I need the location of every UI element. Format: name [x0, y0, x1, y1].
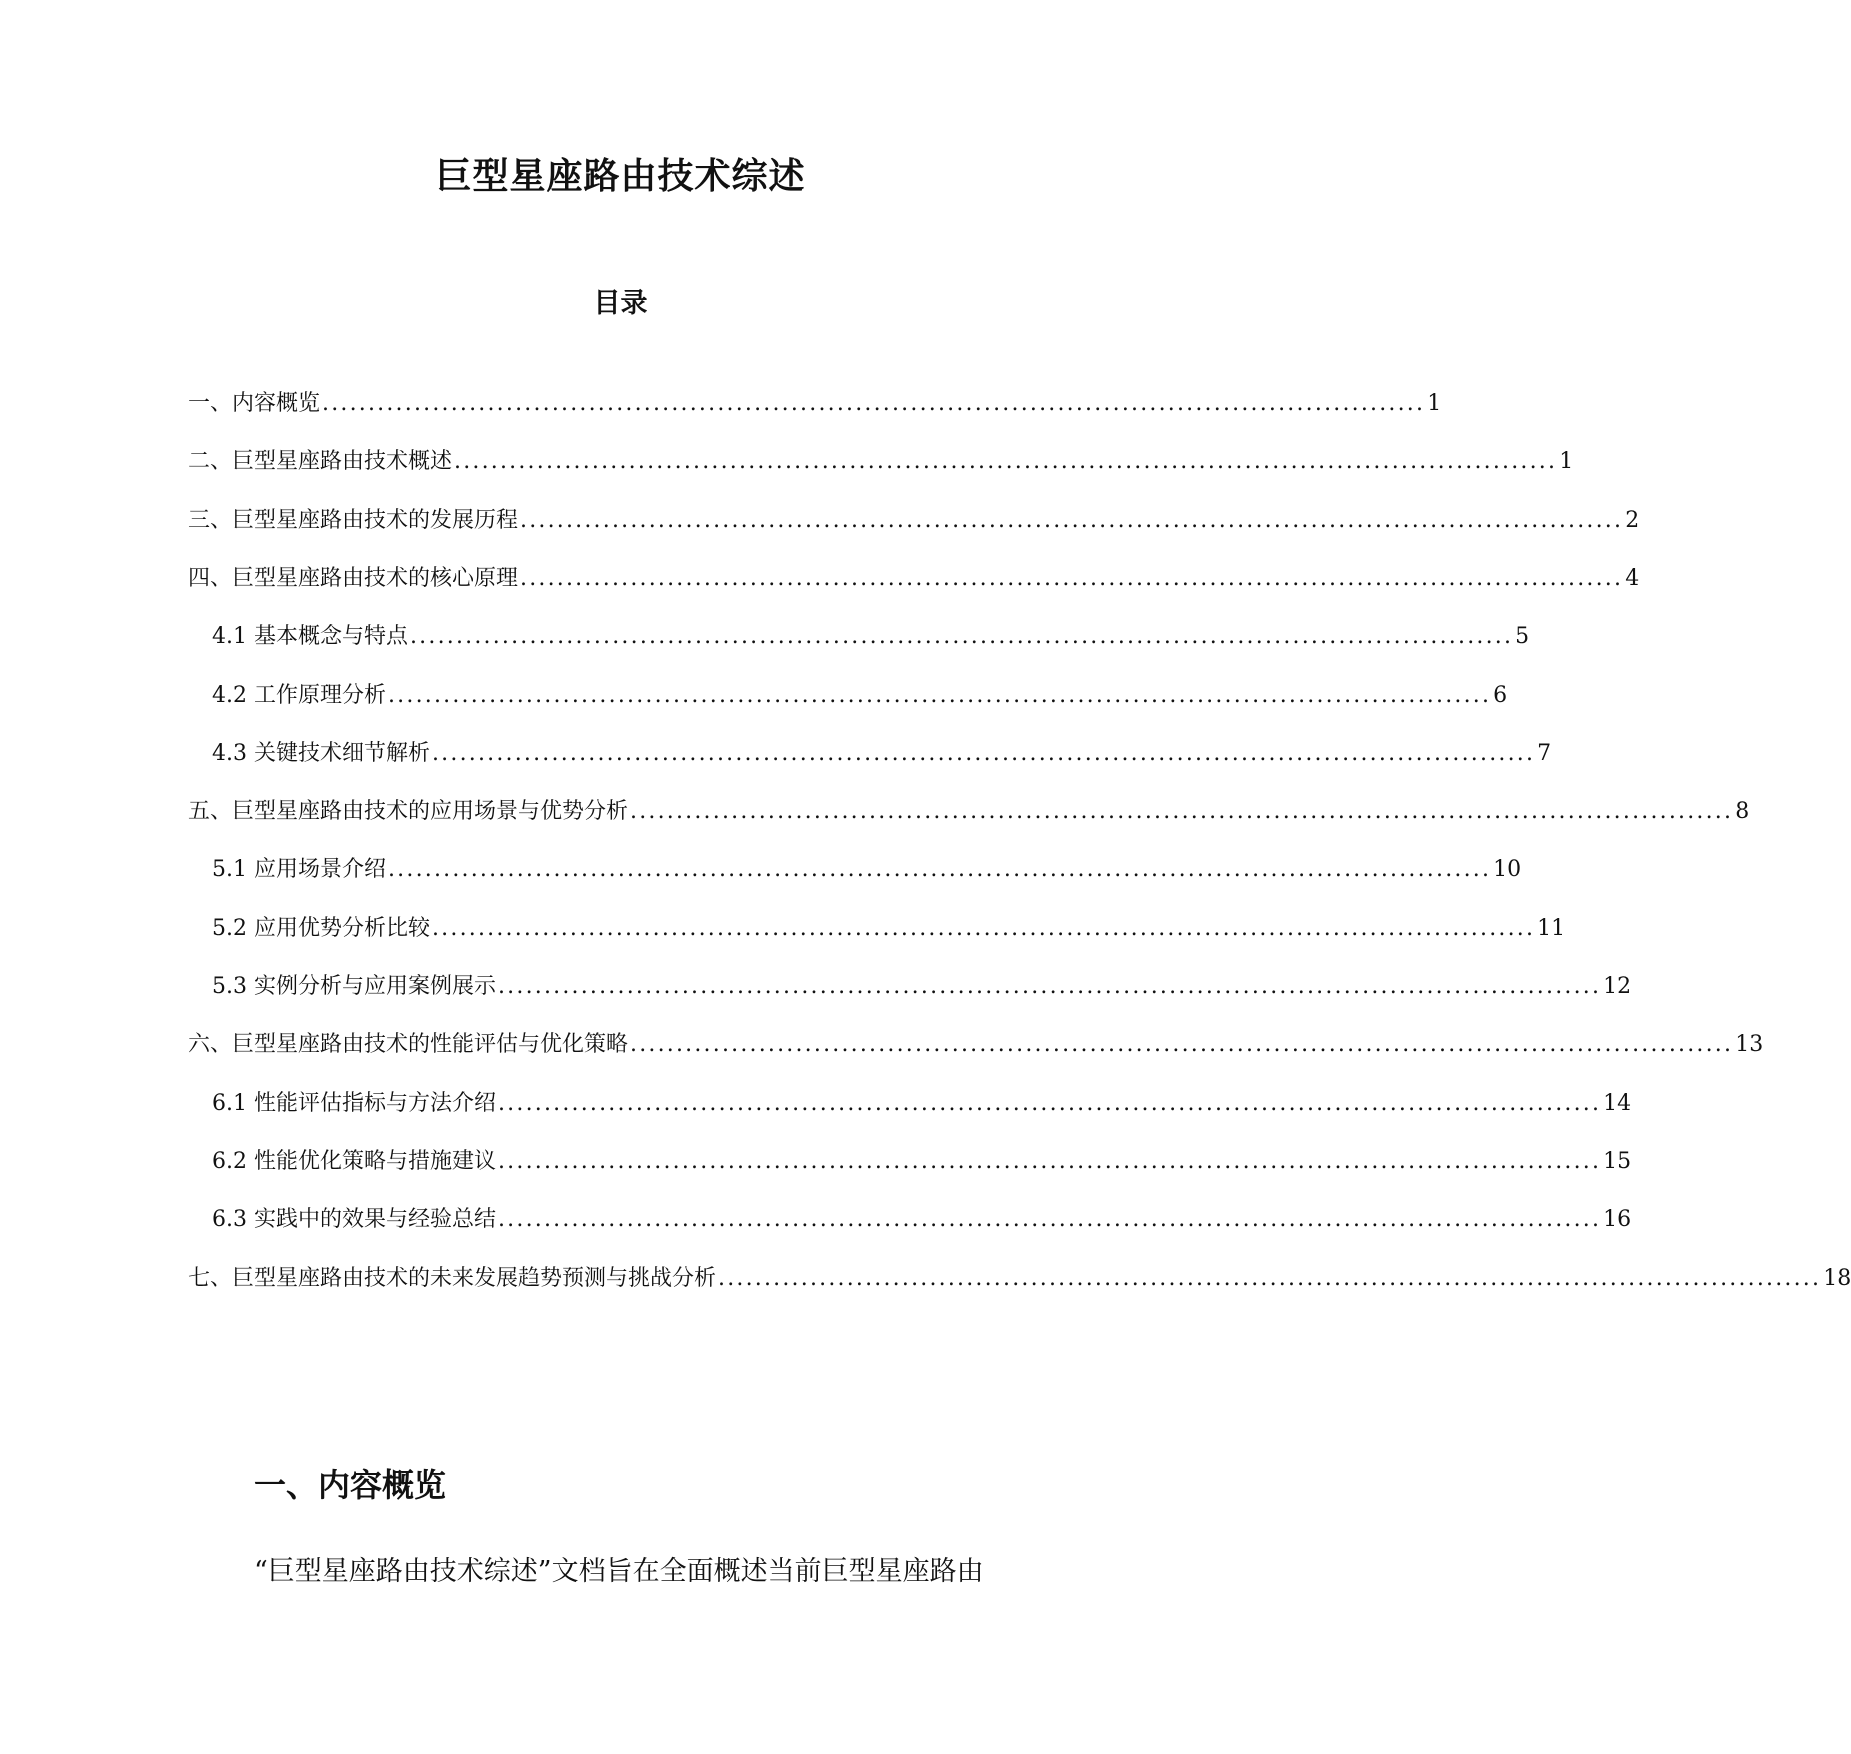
toc-entry-page-number: 1: [1427, 391, 1442, 416]
toc-entry[interactable]: [188, 1260, 1851, 1294]
toc-entry[interactable]: [188, 793, 1750, 827]
toc-entry-page-number: 2: [1625, 508, 1640, 533]
toc-entry-page-number: 1: [1559, 449, 1574, 474]
toc-dot-leader: ........................................................................................................................: [322, 391, 1426, 416]
toc-entry-label: 6.2 性能优化策略与措施建议: [212, 1149, 496, 1174]
toc-entry-label: 4.3 关键技术细节解析: [212, 741, 430, 766]
section-heading: 一、内容概览: [254, 1466, 447, 1504]
toc-dot-leader: ........................................................................................................................: [409, 624, 1514, 649]
toc-entry-label: 4.1 基本概念与特点: [212, 624, 408, 649]
toc-entry[interactable]: [212, 1085, 1632, 1119]
toc-entry[interactable]: [212, 677, 1508, 711]
toc-dot-leader: ........................................................................................................................: [497, 1207, 1602, 1232]
toc-entry[interactable]: [188, 385, 1442, 419]
toc-entry[interactable]: [188, 1026, 1764, 1060]
toc-dot-leader: ........................................................................................................................: [431, 916, 1536, 941]
toc-entry[interactable]: [212, 618, 1530, 652]
toc-dot-leader: ........................................................................................................................: [454, 449, 1558, 474]
toc-entry-label: 6.1 性能评估指标与方法介绍: [212, 1091, 496, 1116]
toc-dot-leader: ........................................................................................................................: [387, 683, 1492, 708]
toc-entry-page-number: 16: [1603, 1207, 1632, 1232]
toc-entry[interactable]: [188, 502, 1640, 536]
toc-entry-page-number: 18: [1823, 1266, 1851, 1291]
toc-entry[interactable]: [212, 1201, 1632, 1235]
toc-entry-label: 四、巨型星座路由技术的核心原理: [188, 566, 519, 591]
toc-entry[interactable]: [212, 735, 1552, 769]
toc-entry[interactable]: [212, 1143, 1632, 1177]
toc-entry-page-number: 10: [1493, 857, 1522, 882]
toc-dot-leader: ........................................................................................................................: [497, 1091, 1602, 1116]
document-title: 巨型星座路由技术综述: [435, 155, 806, 197]
toc-entry[interactable]: [212, 968, 1632, 1002]
toc-dot-leader: ........................................................................................................................: [520, 508, 1624, 533]
toc-entry-page-number: 5: [1515, 624, 1530, 649]
toc-entry-label: 二、巨型星座路由技术概述: [188, 449, 453, 474]
toc-entry-page-number: 7: [1537, 741, 1552, 766]
toc-entry[interactable]: [212, 910, 1566, 944]
toc-entry-label: 一、内容概览: [188, 391, 321, 416]
toc-entry-label: 5.2 应用优势分析比较: [212, 916, 430, 941]
toc-entry[interactable]: [188, 443, 1574, 477]
toc-entry-page-number: 4: [1625, 566, 1640, 591]
body-paragraph: “巨型星座路由技术综述”文档旨在全面概述当前巨型星座路由: [254, 1556, 984, 1587]
toc-dot-leader: ........................................................................................................................: [497, 1149, 1602, 1174]
toc-entry-label: 6.3 实践中的效果与经验总结: [212, 1207, 496, 1232]
toc-dot-leader: ........................................................................................................................: [497, 974, 1602, 999]
toc-dot-leader: ........................................................................................................................: [387, 857, 1492, 882]
toc-dot-leader: ........................................................................................................................: [630, 799, 1734, 824]
toc-entry-page-number: 14: [1603, 1091, 1632, 1116]
toc-entry-page-number: 15: [1603, 1149, 1632, 1174]
toc-entry-label: 4.2 工作原理分析: [212, 683, 386, 708]
toc-entry-page-number: 13: [1735, 1032, 1764, 1057]
toc-entry-page-number: 12: [1603, 974, 1632, 999]
toc-entry-label: 5.3 实例分析与应用案例展示: [212, 974, 496, 999]
toc-entry-label: 三、巨型星座路由技术的发展历程: [188, 508, 519, 533]
toc-entry-page-number: 8: [1735, 799, 1750, 824]
toc-entry-label: 五、巨型星座路由技术的应用场景与优势分析: [188, 799, 629, 824]
toc-heading: 目录: [593, 288, 648, 319]
toc-entry-label: 六、巨型星座路由技术的性能评估与优化策略: [188, 1032, 629, 1057]
toc-dot-leader: ........................................................................................................................: [718, 1266, 1822, 1291]
toc-entry-label: 七、巨型星座路由技术的未来发展趋势预测与挑战分析: [188, 1266, 717, 1291]
toc-entry-page-number: 6: [1493, 683, 1508, 708]
toc-entry[interactable]: [212, 851, 1522, 885]
toc-dot-leader: ........................................................................................................................: [431, 741, 1536, 766]
toc-dot-leader: ........................................................................................................................: [630, 1032, 1734, 1057]
toc-dot-leader: ........................................................................................................................: [520, 566, 1624, 591]
toc-entry-page-number: 11: [1537, 916, 1566, 941]
toc-entry-label: 5.1 应用场景介绍: [212, 857, 386, 882]
toc-entry[interactable]: [188, 560, 1640, 594]
